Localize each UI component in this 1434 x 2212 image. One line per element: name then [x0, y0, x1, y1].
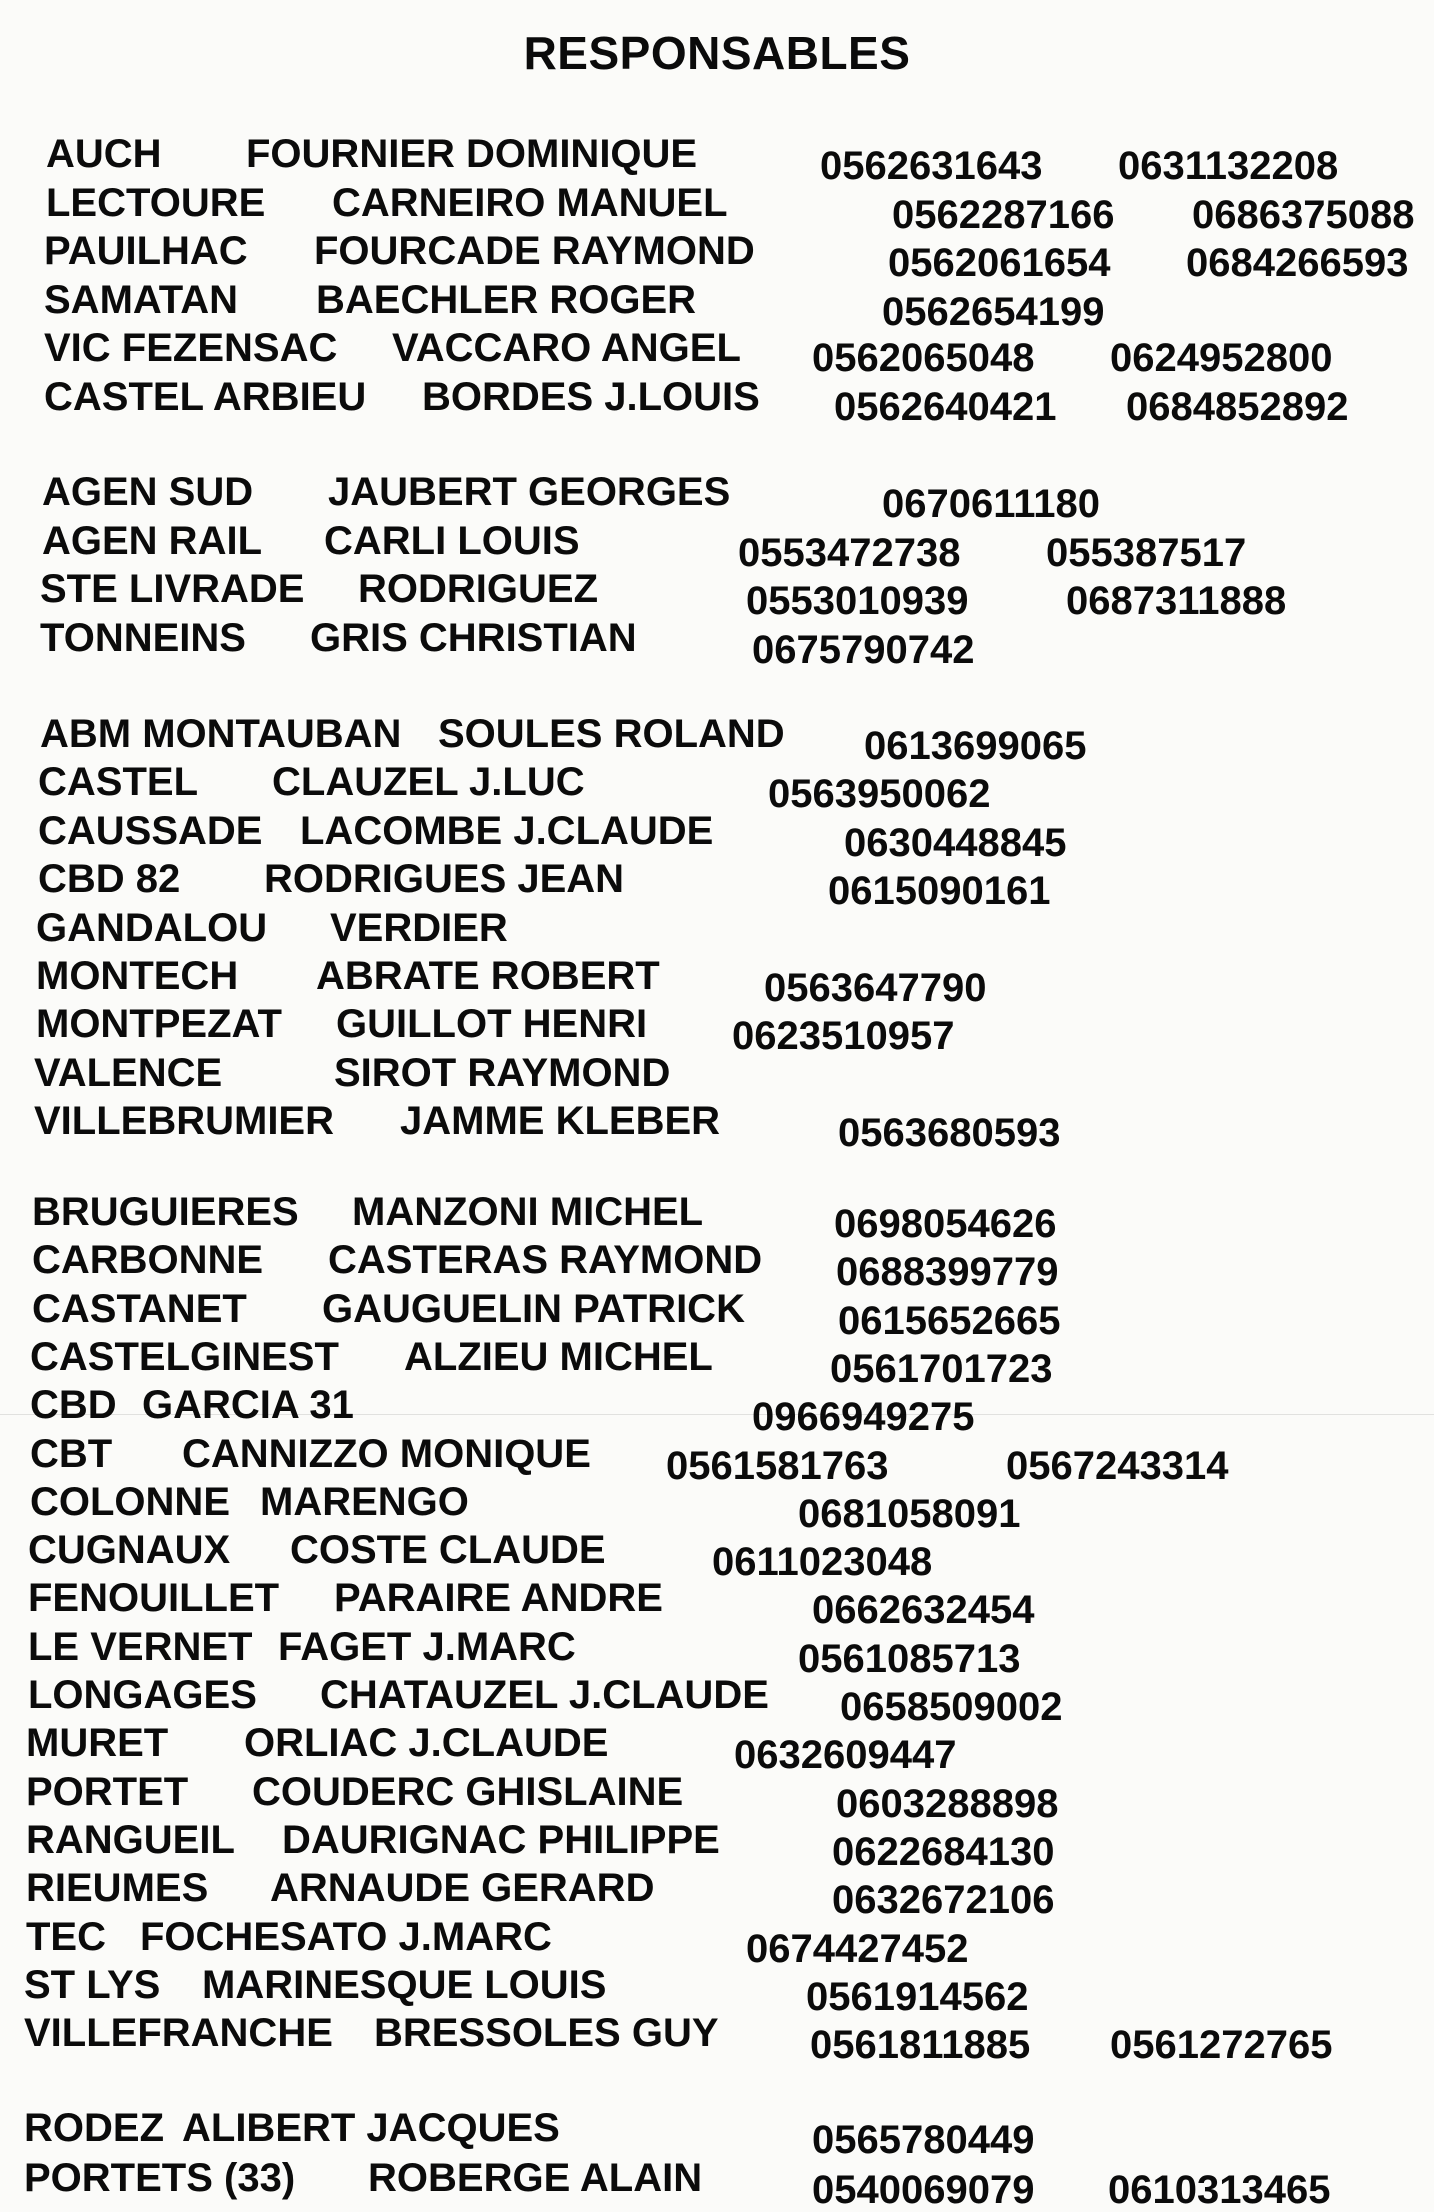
phone-1-cell: 0562287166 — [892, 193, 1115, 237]
person-cell: CARLI LOUIS — [324, 519, 580, 563]
person-cell: FOCHESATO J.MARC — [140, 1915, 552, 1959]
phone-1-cell: 0562631643 — [820, 144, 1043, 188]
person-cell: ARNAUDE GERARD — [270, 1866, 655, 1910]
person-cell: CLAUZEL J.LUC — [272, 760, 585, 804]
phone-1-cell: 0565780449 — [812, 2118, 1035, 2162]
city-cell: CUGNAUX — [28, 1528, 231, 1572]
city-cell: FENOUILLET — [28, 1576, 280, 1620]
person-cell: CASTERAS RAYMOND — [328, 1238, 763, 1282]
phone-2-cell: 0684852892 — [1126, 385, 1349, 429]
phone-1-cell: 0615652665 — [838, 1299, 1061, 1343]
phone-1-cell: 0561701723 — [830, 1347, 1053, 1391]
person-cell: MARINESQUE LOUIS — [202, 1963, 607, 2007]
phone-1-cell: 0674427452 — [746, 1927, 969, 1971]
phone-1-cell: 0662632454 — [812, 1588, 1035, 1632]
person-cell: SIROT RAYMOND — [334, 1051, 671, 1095]
phone-1-cell: 0561811885 — [810, 2023, 1031, 2067]
phone-1-cell: 0966949275 — [752, 1395, 975, 1439]
phone-1-cell: 0613699065 — [864, 724, 1087, 768]
city-cell: LECTOURE — [46, 181, 266, 225]
phone-1-cell: 0630448845 — [844, 821, 1067, 865]
city-cell: PAUILHAC — [44, 229, 248, 273]
city-cell: CARBONNE — [32, 1238, 264, 1282]
person-cell: VACCARO ANGEL — [392, 326, 741, 370]
phone-1-cell: 0562061654 — [888, 241, 1111, 285]
person-cell: COSTE CLAUDE — [290, 1528, 606, 1572]
person-cell: CARNEIRO MANUEL — [332, 181, 728, 225]
person-cell: FOURCADE RAYMOND — [314, 229, 755, 273]
city-cell: CBT — [30, 1432, 113, 1476]
phone-2-cell: 0686375088 — [1192, 193, 1415, 237]
person-cell: MARENGO — [260, 1480, 469, 1524]
phone-1-cell: 0562065048 — [812, 336, 1035, 380]
person-cell: SOULES ROLAND — [438, 712, 785, 756]
person-cell: JAUBERT GEORGES — [328, 470, 731, 514]
person-cell: FOURNIER DOMINIQUE — [246, 132, 698, 176]
phone-1-cell: 0562640421 — [834, 385, 1057, 429]
city-cell: GANDALOU — [36, 906, 268, 950]
phone-1-cell: 0561581763 — [666, 1444, 889, 1488]
phone-1-cell: 0658509002 — [840, 1685, 1063, 1729]
person-cell: BORDES J.LOUIS — [422, 375, 760, 419]
city-cell: SAMATAN — [44, 278, 239, 322]
person-cell: MANZONI MICHEL — [352, 1190, 704, 1234]
phone-1-cell: 0632672106 — [832, 1878, 1055, 1922]
person-cell: BAECHLER ROGER — [316, 278, 697, 322]
city-cell: CASTEL ARBIEU — [44, 375, 367, 419]
phone-1-cell: 0562654199 — [882, 290, 1105, 334]
city-cell: COLONNE — [30, 1480, 230, 1524]
phone-1-cell: 0563647790 — [764, 966, 987, 1010]
person-cell: DAURIGNAC PHILIPPE — [282, 1818, 720, 1862]
city-cell: CASTEL — [38, 760, 198, 804]
city-cell: AUCH — [46, 132, 162, 176]
phone-2-cell: 0624952800 — [1110, 336, 1333, 380]
phone-1-cell: 0675790742 — [752, 628, 975, 672]
phone-1-cell: 0540069079 — [812, 2168, 1035, 2212]
phone-2-cell: 055387517 — [1046, 531, 1247, 575]
phone-1-cell: 0563680593 — [838, 1111, 1061, 1155]
city-cell: RIEUMES — [26, 1866, 209, 1910]
phone-1-cell: 0561085713 — [798, 1637, 1021, 1681]
person-cell: ALZIEU MICHEL — [404, 1335, 713, 1379]
city-cell: MONTECH — [36, 954, 239, 998]
city-cell: CBD 82 — [38, 857, 181, 901]
person-cell: JAMME KLEBER — [400, 1099, 721, 1143]
city-cell: VILLEFRANCHE — [24, 2011, 333, 2055]
city-cell: TEC — [26, 1915, 106, 1959]
person-cell: GARCIA 31 — [142, 1383, 354, 1427]
city-cell: ST LYS — [24, 1963, 161, 2007]
city-cell: AGEN RAIL — [42, 519, 262, 563]
city-cell: PORTETS (33) — [24, 2156, 296, 2200]
city-cell: STE LIVRADE — [40, 567, 305, 611]
city-cell: CAUSSADE — [38, 809, 263, 853]
city-cell: LE VERNET — [28, 1625, 253, 1669]
person-cell: RODRIGUEZ — [358, 567, 598, 611]
phone-1-cell: 0698054626 — [834, 1202, 1057, 1246]
person-cell: RODRIGUES JEAN — [264, 857, 625, 901]
phone-2-cell: 0684266593 — [1186, 241, 1409, 285]
phone-2-cell: 0567243314 — [1006, 1444, 1229, 1488]
phone-2-cell: 0631132208 — [1118, 144, 1339, 188]
city-cell: CBD — [30, 1383, 117, 1427]
phone-1-cell: 0561914562 — [806, 1975, 1029, 2019]
phone-1-cell: 0615090161 — [828, 869, 1051, 913]
city-cell: MONTPEZAT — [36, 1002, 282, 1046]
person-cell: GRIS CHRISTIAN — [310, 616, 637, 660]
person-cell: FAGET J.MARC — [278, 1625, 576, 1669]
phone-1-cell: 0681058091 — [798, 1492, 1021, 1536]
person-cell: ROBERGE ALAIN — [368, 2156, 703, 2200]
person-cell: PARAIRE ANDRE — [334, 1576, 663, 1620]
phone-2-cell: 0561272765 — [1110, 2023, 1333, 2067]
city-cell: ABM MONTAUBAN — [40, 712, 402, 756]
phone-1-cell: 0632609447 — [734, 1733, 957, 1777]
person-cell: BRESSOLES GUY — [374, 2011, 719, 2055]
phone-2-cell: 0610313465 — [1108, 2168, 1331, 2212]
phone-1-cell: 0670611180 — [882, 482, 1101, 526]
person-cell: VERDIER — [330, 906, 508, 950]
person-cell: CHATAUZEL J.CLAUDE — [320, 1673, 769, 1717]
phone-1-cell: 0553472738 — [738, 531, 961, 575]
person-cell: CANNIZZO MONIQUE — [182, 1432, 591, 1476]
city-cell: TONNEINS — [40, 616, 246, 660]
person-cell: LACOMBE J.CLAUDE — [300, 809, 714, 853]
city-cell: VIC FEZENSAC — [44, 326, 338, 370]
phone-1-cell: 0623510957 — [732, 1014, 955, 1058]
phone-1-cell: 0622684130 — [832, 1830, 1055, 1874]
phone-2-cell: 0687311888 — [1066, 579, 1287, 623]
city-cell: VILLEBRUMIER — [34, 1099, 334, 1143]
paper-fold-line — [0, 1414, 1434, 1415]
phone-1-cell: 0688399779 — [836, 1250, 1059, 1294]
person-cell: GAUGUELIN PATRICK — [322, 1287, 745, 1331]
person-cell: ORLIAC J.CLAUDE — [244, 1721, 609, 1765]
person-cell: GUILLOT HENRI — [336, 1002, 648, 1046]
phone-1-cell: 0603288898 — [836, 1782, 1059, 1826]
city-cell: RODEZ — [24, 2106, 164, 2150]
person-cell: COUDERC GHISLAINE — [252, 1770, 684, 1814]
city-cell: BRUGUIERES — [32, 1190, 299, 1234]
page-title: RESPONSABLES — [523, 27, 911, 79]
person-cell: ABRATE ROBERT — [316, 954, 660, 998]
city-cell: AGEN SUD — [42, 470, 254, 514]
city-cell: LONGAGES — [28, 1673, 257, 1717]
city-cell: CASTANET — [32, 1287, 247, 1331]
city-cell: RANGUEIL — [26, 1818, 235, 1862]
phone-1-cell: 0563950062 — [768, 772, 991, 816]
person-cell: ALIBERT JACQUES — [182, 2106, 560, 2150]
city-cell: PORTET — [26, 1770, 189, 1814]
city-cell: CASTELGINEST — [30, 1335, 339, 1379]
phone-1-cell: 0611023048 — [712, 1540, 933, 1584]
city-cell: VALENCE — [34, 1051, 223, 1095]
city-cell: MURET — [26, 1721, 169, 1765]
phone-1-cell: 0553010939 — [746, 579, 969, 623]
